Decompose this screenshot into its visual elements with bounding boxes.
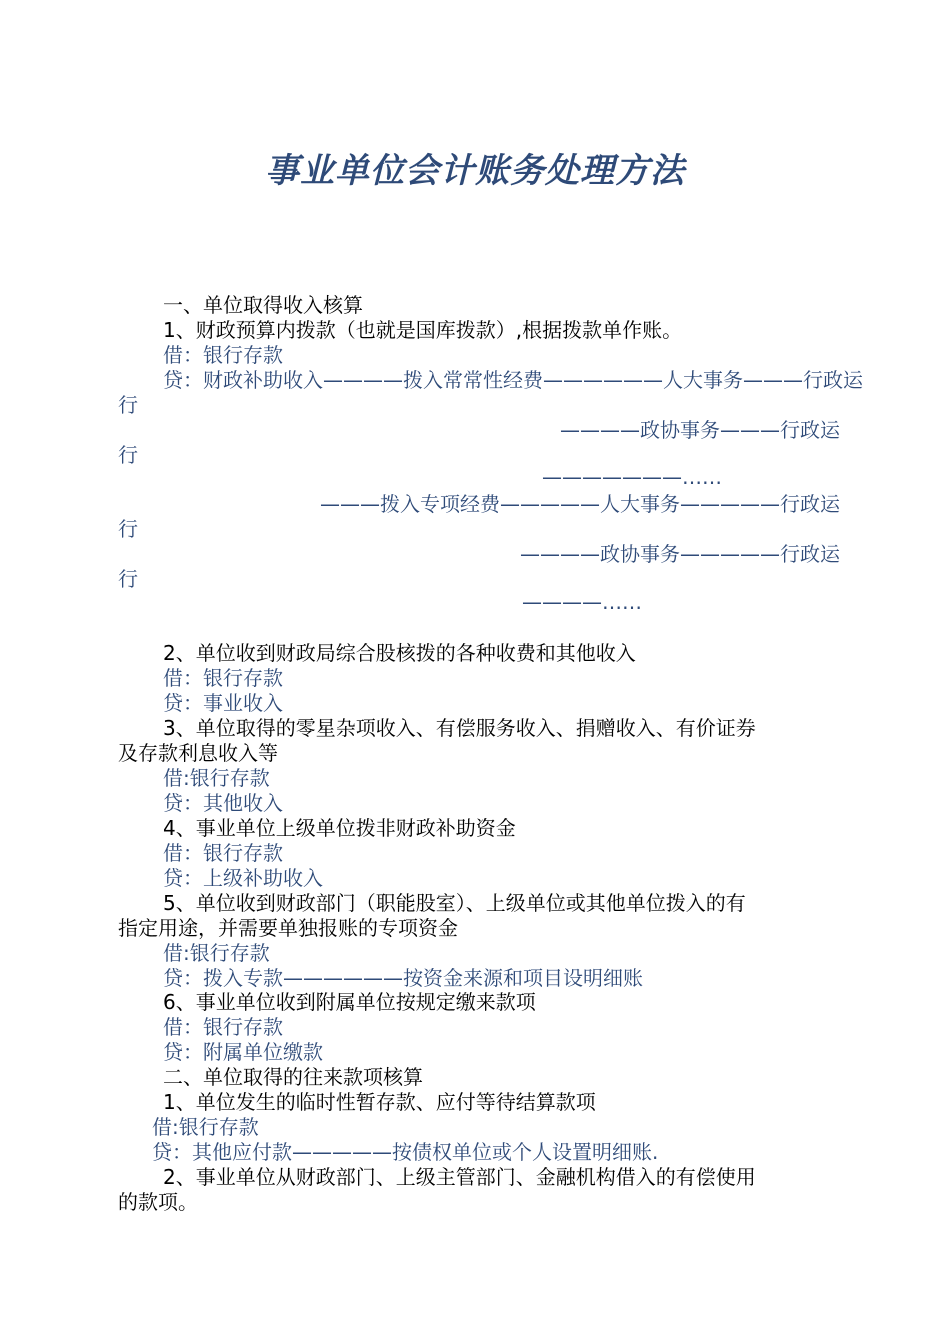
paragraph: 1、单位发生的临时性暂存款、应付等待结算款项 [163,1090,596,1114]
paragraph: 6、事业单位收到附属单位按规定缴来款项 [163,990,536,1014]
page-title: 事业单位会计账务处理方法 [265,151,685,191]
wrap-line: 行 [118,517,138,541]
sub-entry-ellipsis: ———————…… [542,465,722,489]
paragraph: 2、事业单位从财政部门、上级主管部门、金融机构借入的有偿使用 [163,1165,756,1189]
wrap-line: 行 [118,393,138,417]
wrap-line: 行 [118,443,138,467]
paragraph: 5、单位收到财政部门（职能股室）、上级单位或其他单位拨入的有 [163,891,746,915]
debit-entry: 借：银行存款 [163,1015,283,1039]
sub-entry: ———拨入专项经费—————人大事务—————行政运 [320,492,840,516]
debit-entry: 借:银行存款 [163,941,270,965]
credit-entry: 贷：附属单位缴款 [163,1040,323,1064]
credit-entry: 贷：财政补助收入————拨入常常性经费——————人大事务———行政运 [163,368,863,392]
paragraph: 1、财政预算内拨款（也就是国库拨款）,根据拨款单作账。 [163,318,683,342]
sub-entry-ellipsis: ————…… [522,590,642,614]
wrap-line: 行 [118,567,138,591]
paragraph: 指定用途，并需要单独报账的专项资金 [118,916,458,940]
credit-entry: 贷：事业收入 [163,691,283,715]
section-heading-1: 一、单位取得收入核算 [163,293,363,317]
paragraph: 的款项。 [118,1190,198,1214]
sub-entry: ————政协事务———行政运 [560,418,840,442]
paragraph: 4、事业单位上级单位拨非财政补助资金 [163,816,516,840]
credit-entry: 贷：上级补助收入 [163,866,323,890]
debit-entry: 借：银行存款 [163,666,283,690]
section-heading-2: 二、单位取得的往来款项核算 [163,1065,423,1089]
credit-entry: 贷：其他收入 [163,791,283,815]
debit-entry: 借：银行存款 [163,343,283,367]
paragraph: 及存款利息收入等 [118,741,278,765]
sub-entry: ————政协事务—————行政运 [520,542,840,566]
debit-entry: 借:银行存款 [152,1115,259,1139]
debit-entry: 借:银行存款 [163,766,270,790]
paragraph: 2、单位收到财政局综合股核拨的各种收费和其他收入 [163,641,636,665]
debit-entry: 借：银行存款 [163,841,283,865]
paragraph: 3、单位取得的零星杂项收入、有偿服务收入、捐赠收入、有价证券 [163,716,756,740]
credit-entry: 贷：其他应付款—————按债权单位或个人设置明细账. [152,1140,659,1164]
credit-entry: 贷：拨入专款——————按资金来源和项目设明细账 [163,966,643,990]
